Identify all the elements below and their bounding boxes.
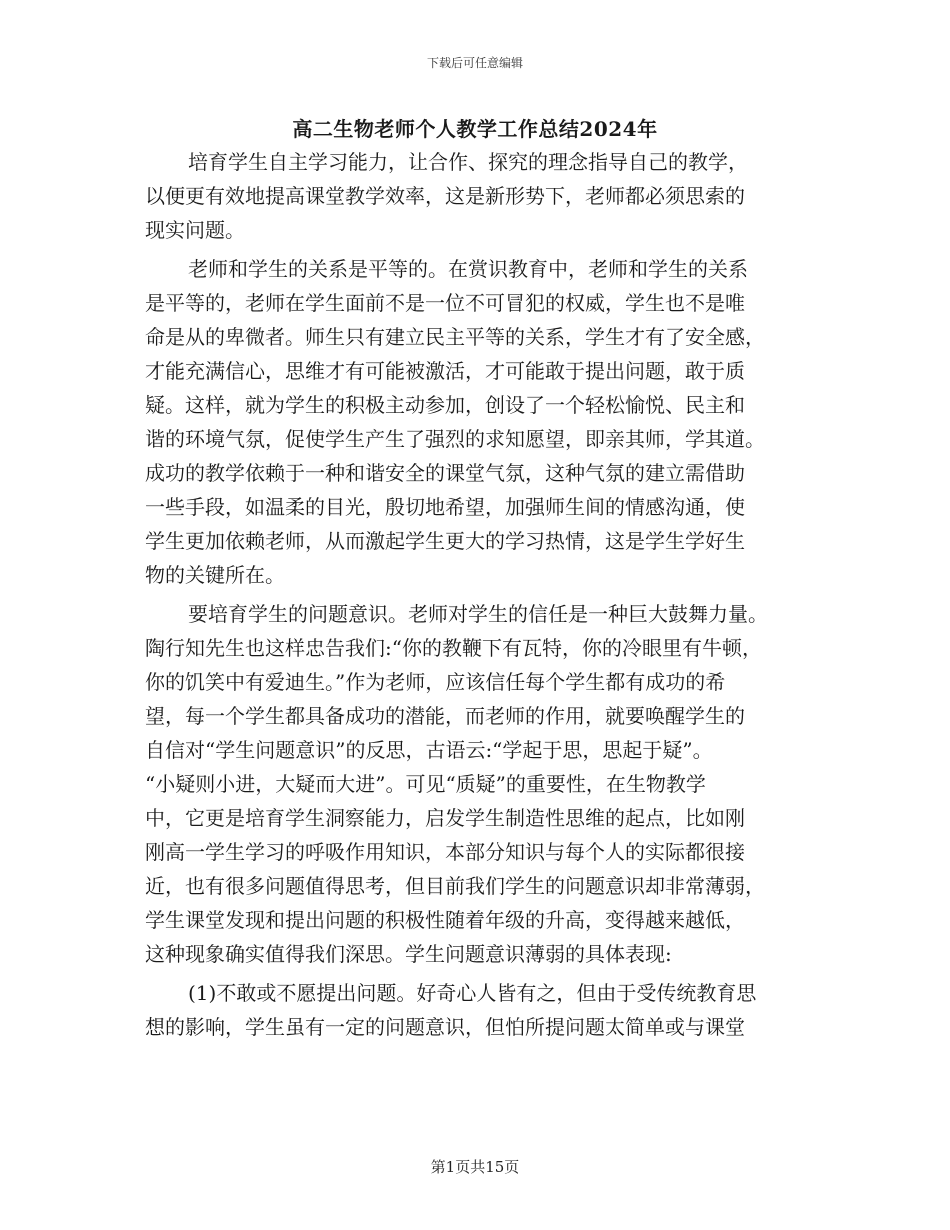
text-line: 你的饥笑中有爱迪生。”作为老师，应该信任每个学生都有成功的希 bbox=[145, 670, 726, 694]
text-line: 要培育学生的问题意识。老师对学生的信任是一种巨大鼓舞力量。 bbox=[188, 602, 768, 626]
text-line: 老师和学生的关系是平等的。在赏识教育中，老师和学生的关系 bbox=[188, 257, 748, 281]
text-line: 命是从的卑微者。师生只有建立民主平等的关系，学生才有了安全感， bbox=[145, 325, 765, 349]
text-line: 学生课堂发现和提出问题的积极性随着年级的升高，变得越来越低， bbox=[145, 908, 745, 932]
text-line: 培育学生自主学习能力，让合作、探究的理念指导自己的教学， bbox=[188, 150, 748, 174]
paragraph-4 bbox=[145, 976, 815, 1044]
text-line: “小疑则小进，大疑而大进”。可见“质疑”的重要性，在生物教学 bbox=[145, 772, 706, 796]
text-line: 这种现象确实值得我们深思。学生问题意识薄弱的具体表现: bbox=[145, 942, 672, 966]
text-line: 中，它更是培育学生洞察能力，启发学生制造性思维的起点，比如刚 bbox=[145, 806, 745, 830]
text-line: 现实问题。 bbox=[145, 218, 245, 242]
text-line: 想的影响，学生虽有一定的问题意识，但怕所提问题太简单或与课堂 bbox=[145, 1015, 745, 1039]
text-line: 陶行知先生也这样忠告我们:“你的教鞭下有瓦特，你的冷眼里有牛顿， bbox=[145, 636, 762, 660]
paragraph-2 bbox=[145, 252, 815, 592]
text-line: (1)不敢或不愿提出问题。好奇心人皆有之，但由于受传统教育思 bbox=[188, 981, 757, 1005]
text-line: 一些手段，如温柔的目光，殷切地希望，加强师生间的情感沟通，使 bbox=[145, 495, 745, 519]
paragraph-1 bbox=[145, 145, 815, 247]
text-line: 自信对“学生问题意识”的反思，古语云:“学起于思，思起于疑”。 bbox=[145, 738, 713, 762]
document-body bbox=[145, 145, 815, 1044]
text-line: 刚高一学生学习的呼吸作用知识，本部分知识与每个人的实际都很接 bbox=[145, 840, 745, 864]
text-line: 望，每一个学生都具备成功的潜能，而老师的作用，就要唤醒学生的 bbox=[145, 704, 745, 728]
text-line: 学生更加依赖老师，从而激起学生更大的学习热情，这是学生学好生 bbox=[145, 529, 745, 553]
text-line: 以便更有效地提高课堂教学效率，这是新形势下，老师都必须思索的 bbox=[145, 184, 745, 208]
text-line: 是平等的，老师在学生面前不是一位不可冒犯的权威，学生也不是唯 bbox=[145, 291, 745, 315]
text-line: 才能充满信心，思维才有可能被激活，才可能敢于提出问题，敢于质 bbox=[145, 359, 745, 383]
text-line: 谐的环境气氛，促使学生产生了强烈的求知愿望，即亲其师，学其道。 bbox=[145, 427, 765, 451]
text-line: 疑。这样，就为学生的积极主动参加，创设了一个轻松愉悦、民主和 bbox=[145, 393, 745, 417]
text-line: 物的关键所在。 bbox=[145, 563, 285, 587]
text-line: 成功的教学依赖于一种和谐安全的课堂气氛，这种气氛的建立需借助 bbox=[145, 461, 745, 485]
paragraph-3 bbox=[145, 597, 815, 971]
page-header-note: 下载后可任意编辑 bbox=[426, 56, 523, 70]
document-title: 高二生物老师个人教学工作总结2024年 bbox=[292, 117, 658, 141]
page-number: 第1页共15页 bbox=[430, 1158, 520, 1176]
text-line: 近，也有很多问题值得思考，但目前我们学生的问题意识却非常薄弱， bbox=[145, 874, 765, 898]
